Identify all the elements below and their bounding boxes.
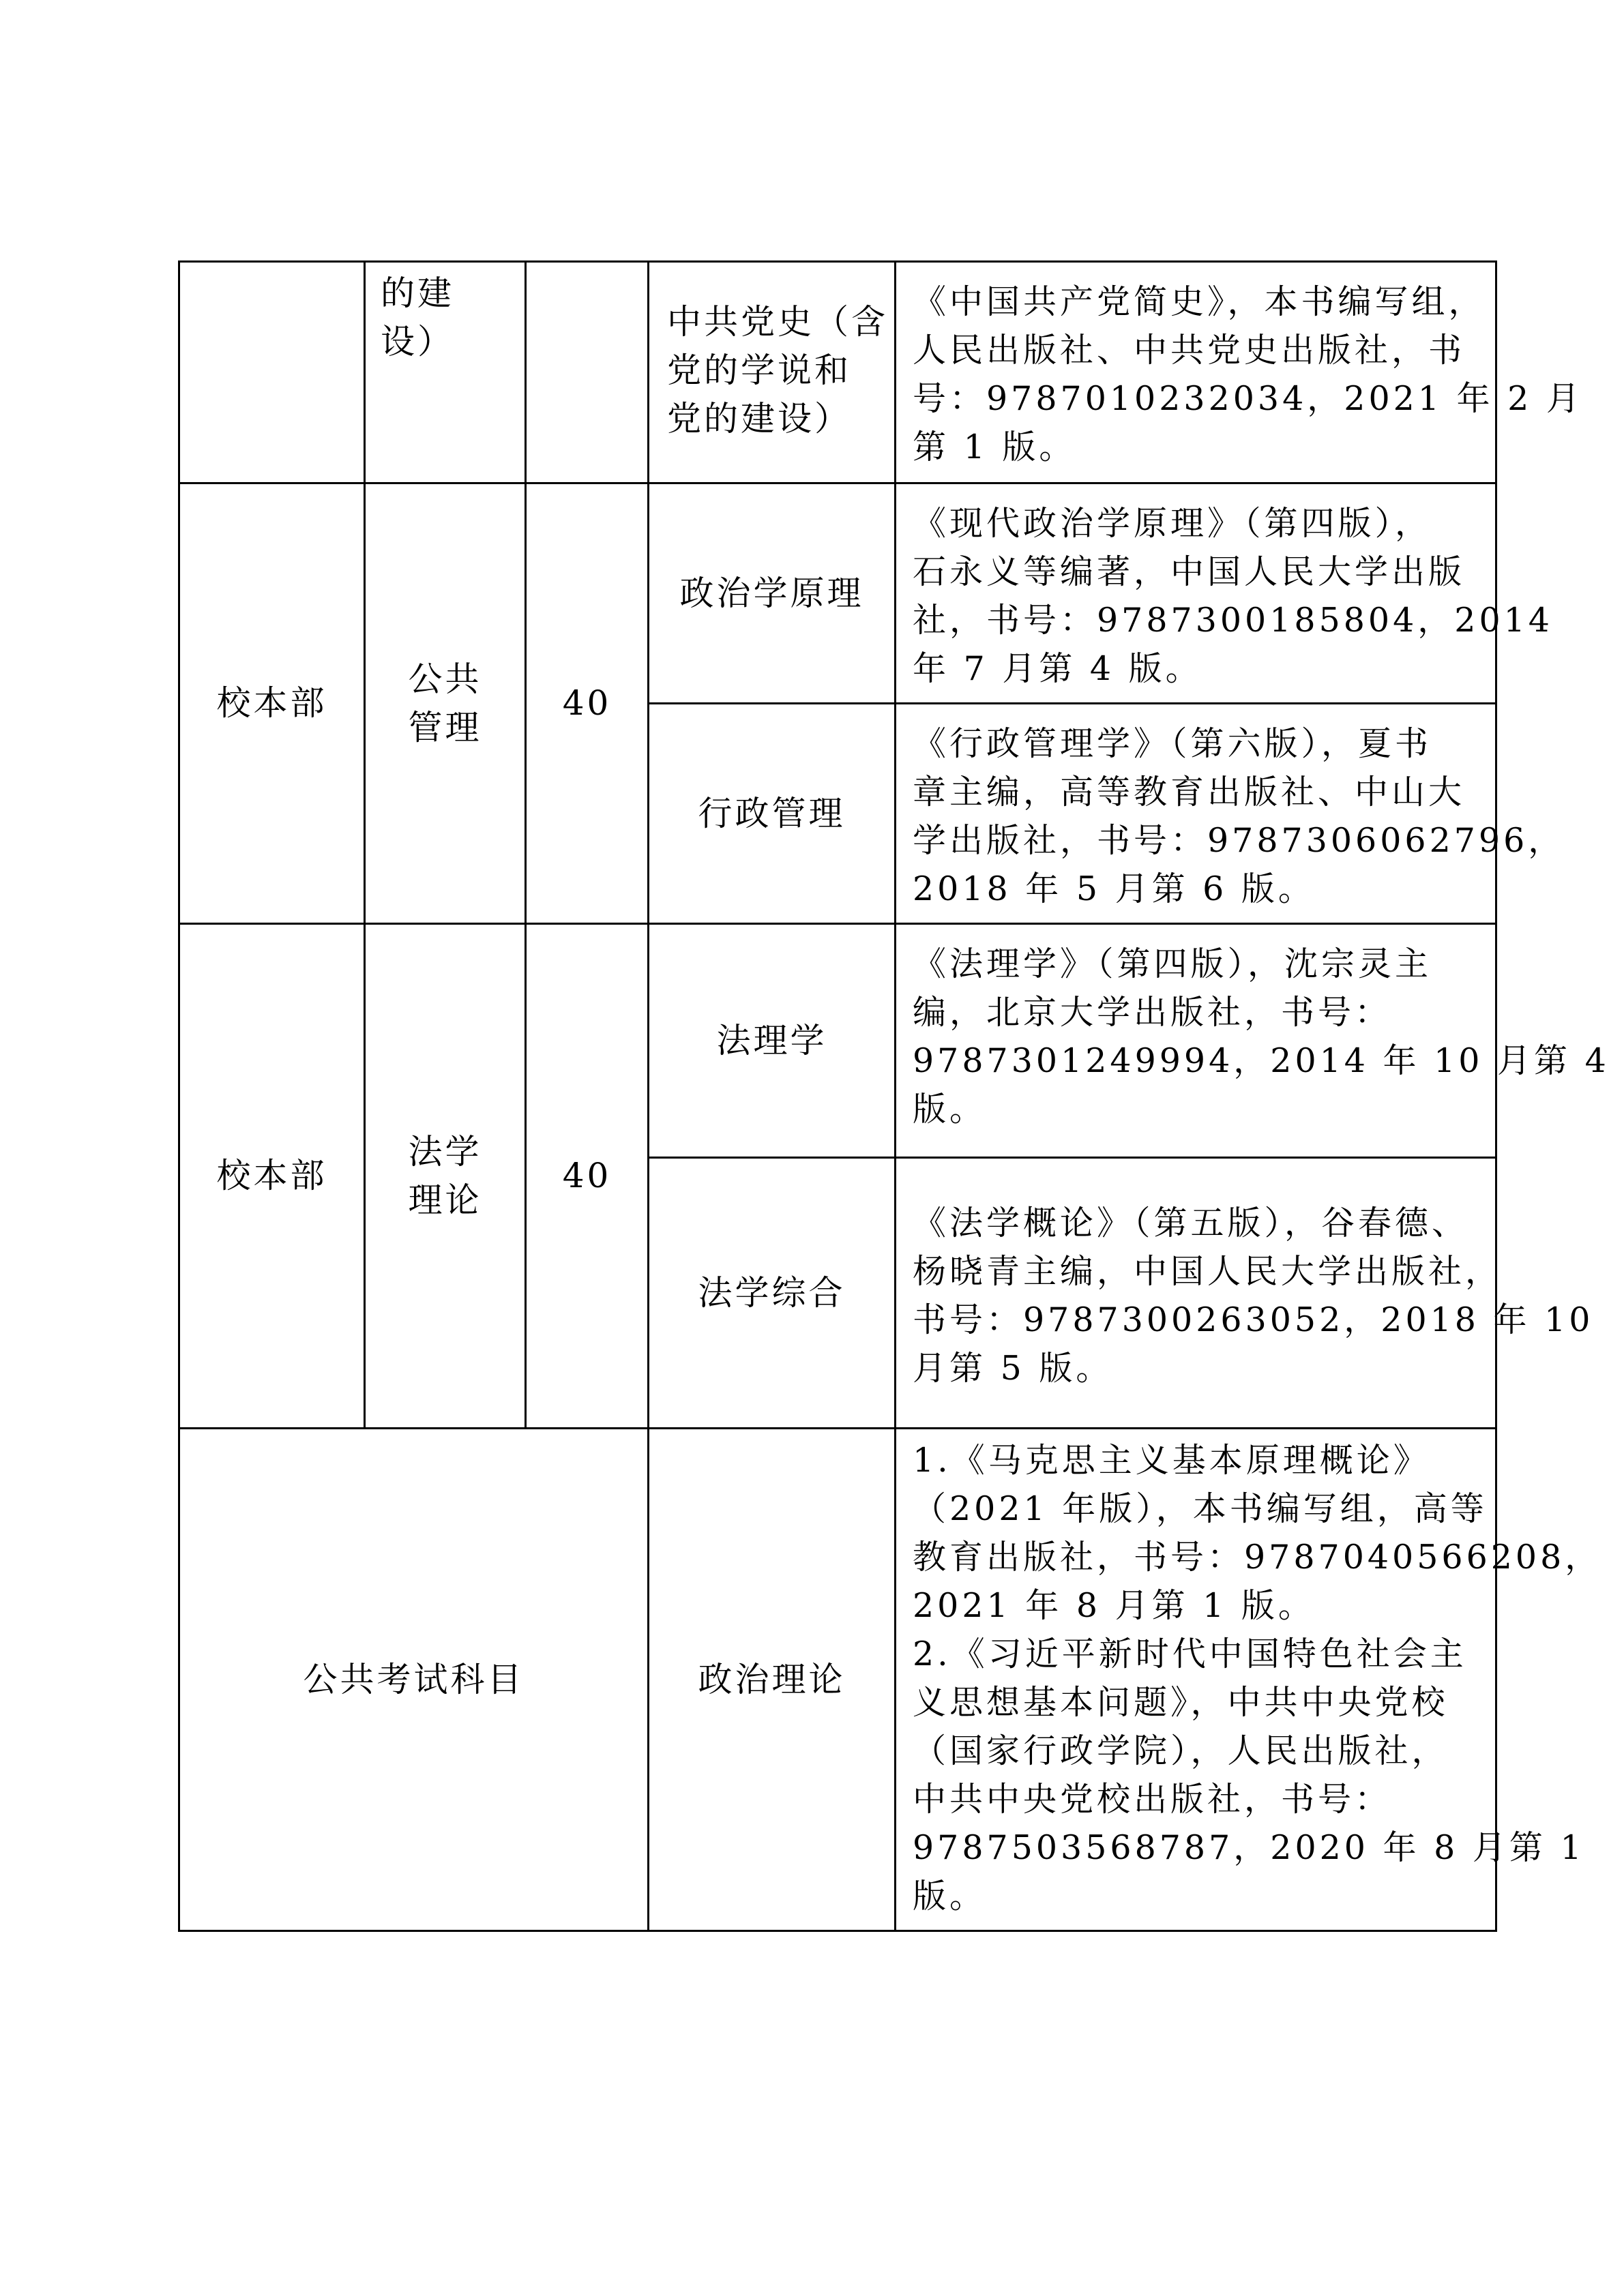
subject-line: 党的学说和 [667,351,851,390]
subject-line: 党的建设） [667,399,851,438]
textbook-line: 月第 5 版。 [913,1349,1113,1388]
textbook-line: 号：9787010232034，2021 年 2 月 [913,379,1583,418]
subject-line: 中共党史（含 [667,302,888,342]
textbook-line: 2021 年 8 月第 1 版。 [913,1586,1315,1625]
category-cell [365,262,526,483]
table-row-public-management-1 [179,483,1496,704]
table-row-public-exam [179,1429,1496,1931]
textbook-line: 学出版社，书号：9787306062796， [913,821,1565,860]
textbook-cell [896,704,1565,924]
textbook-cell [896,262,1583,483]
textbook-line: 社，书号：9787300185804，2014 [913,601,1553,640]
textbook-line: 章主编，高等教育出版社、中山大 [913,773,1466,811]
textbook-line: 第 1 版。 [913,428,1076,466]
textbook-line: 义思想基本问题》，中共中央党校 [913,1683,1449,1722]
exam-reference-table [178,260,1610,1932]
subject-cell: 政治理论 [649,1429,896,1931]
textbook-line: 书号：9787300263052，2018 年 10 [913,1300,1594,1339]
category-cell [365,924,526,1429]
textbook-line: 《行政管理学》（第六版），夏书 [913,724,1432,763]
category-line: 公共 [408,659,482,699]
campus-cell: 校本部 [179,483,365,924]
subject-cell: 法理学 [649,924,896,1158]
textbook-line: 版。 [913,1877,987,1915]
textbook-line: 中共中央党校出版社，书号： [913,1780,1392,1819]
campus-cell-empty [179,262,365,483]
textbook-line: 2.《习近平新时代中国特色社会主 [913,1635,1467,1673]
textbook-line: 1.《马克思主义基本原理概论》 [913,1441,1430,1480]
textbook-line: 2018 年 5 月第 6 版。 [913,869,1315,908]
category-cell [365,483,526,924]
category-line: 法学 [408,1131,482,1172]
textbook-line: 《现代政治学原理》（第四版）， [913,504,1432,543]
textbook-cell [896,483,1553,704]
textbook-line: 9787503568787，2020 年 8 月第 1 [913,1828,1585,1867]
category-line: 的建 [381,273,454,313]
subject-cell: 政治学原理 [649,483,896,704]
subject-cell: 法学综合 [649,1158,896,1429]
textbook-line: （国家行政学院），人民出版社， [913,1731,1449,1770]
textbook-line: 9787301249994，2014 年 10 月第 4 [913,1041,1610,1080]
textbook-line: 年 7 月第 4 版。 [913,649,1202,688]
textbook-line: 杨晓青主编，中国人民大学出版社， [913,1252,1503,1291]
textbook-cell [896,924,1610,1158]
category-line: 管理 [408,707,482,747]
textbook-line: 版。 [913,1090,987,1129]
textbook-cell [896,1429,1602,1931]
quota-cell-empty [526,262,649,483]
table-row-continuation [179,262,1496,483]
campus-cell: 校本部 [179,924,365,1429]
textbook-line: 《法理学》（第四版），沈宗灵主 [913,944,1432,983]
quota-cell: 40 [526,924,649,1429]
textbook-line: 教育出版社，书号：9787040566208， [913,1538,1602,1577]
subject-cell: 行政管理 [649,704,896,924]
textbook-line: 人民出版社、中共党史出版社，书 [913,331,1466,370]
category-line: 理论 [408,1180,482,1220]
textbook-line: 石永义等编著，中国人民大学出版 [913,552,1466,591]
textbook-line: 《法学概论》（第五版），谷春德、 [913,1204,1469,1242]
table-row-law-theory-1 [179,924,1496,1158]
textbook-line: 编，北京大学出版社，书号： [913,993,1392,1032]
public-exam-label-cell: 公共考试科目 [179,1429,649,1931]
textbook-cell [896,1158,1594,1429]
textbook-line: 《中国共产党简史》，本书编写组， [913,282,1486,321]
category-line: 设） [381,322,454,361]
subject-cell [649,262,896,483]
quota-cell: 40 [526,483,649,924]
textbook-line: （2021 年版），本书编写组，高等 [913,1489,1488,1528]
